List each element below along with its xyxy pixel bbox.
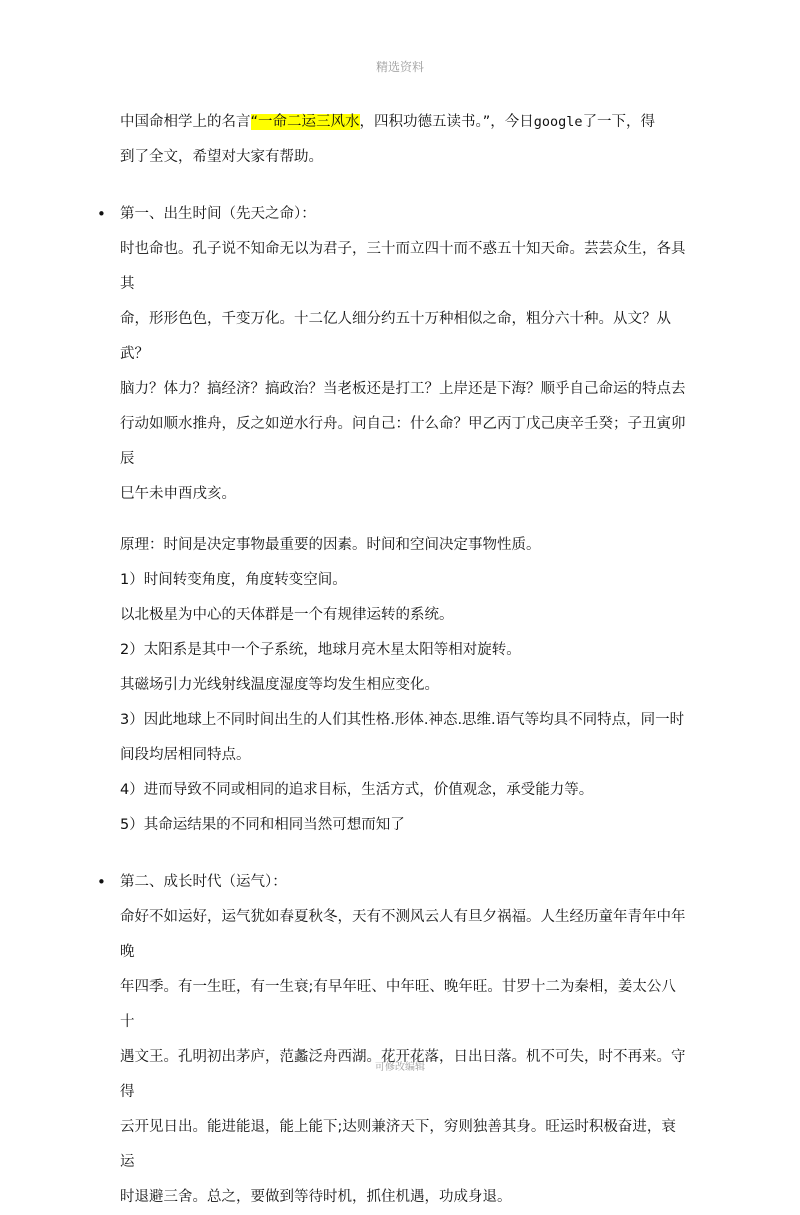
intro-text: 了一下，得 (582, 114, 656, 130)
section2-heading-row (97, 865, 690, 900)
section2-line: 云开见日出。能进能退，能上能下;达则兼济天下，穷则独善其身。旺运时积极奋进，衰运 (120, 1119, 676, 1170)
principle-line: 原理：时间是决定事物最重要的因素。时间和空间决定事物性质。 (120, 537, 541, 553)
section1-line: 脑力？体力？搞经济？搞政治？当老板还是打工？上岸还是下海？顺乎自己命运的特点去 (120, 381, 686, 397)
intro-line-2: 到了全文，希望对大家有帮助。 (120, 149, 323, 165)
section1-line: 时也命也。孔子说不知命无以为君子，三十而立四十而不惑五十知天命。芸芸众生，各具其 (120, 241, 686, 292)
document-body (97, 105, 690, 1215)
bullet-icon: • (97, 205, 106, 223)
section2-heading: 第二、成长时代（运气）： (120, 874, 287, 890)
intro-text: ，四积功德五读书。”，今日 (359, 114, 534, 130)
intro-line-1 (120, 105, 690, 140)
principle-item: 4）进而导致不同或相同的追求目标，生活方式，价值观念，承受能力等。 (120, 782, 594, 798)
section1-heading-row (97, 197, 690, 232)
principle-item: 5）其命运结果的不同和相同当然可想而知了 (120, 817, 405, 833)
principle-item: 2）太阳系是其中一个子系统，地球月亮木星太阳等相对旋转。 (120, 642, 521, 658)
section2-line: 年四季。有一生旺，有一生衰;有早年旺、中年旺、晚年旺。甘罗十二为秦相，姜太公八十 (120, 979, 676, 1030)
intro-text: 中国命相学上的名言 (120, 114, 251, 130)
principle-item: 3）因此地球上不同时间出生的人们其性格.形体.神态.思维.语气等均具不同特点，同一时 (120, 712, 685, 728)
principle-item: 以北极星为中心的天体群是一个有规律运转的系统。 (120, 607, 454, 623)
section2-line: 遇文王。孔明初出茅庐，范蠡泛舟西湖。花开花落，日出日落。机不可失，时不再来。守得 (120, 1049, 686, 1100)
principle-item: 间段均居相同特点。 (120, 747, 251, 763)
highlighted-quote: “一命二运三风水 (250, 114, 360, 130)
section1-line: 行动如顺水推舟，反之如逆水行舟。问自己：什么命？甲乙丙丁戊己庚辛壬癸；子丑寅卯辰 (120, 416, 686, 467)
principle-item: 1）时间转变角度，角度转变空间。 (120, 572, 347, 588)
page-header: 精选资料 (375, 60, 424, 74)
section1-line: 命，形形色色，千变万化。十二亿人细分约五十万种相似之命，粗分六十种。从文？从武？ (120, 311, 671, 362)
principle-item: 其磁场引力光线射线温度湿度等均发生相应变化。 (120, 677, 439, 693)
brand-name: google (533, 114, 583, 130)
section2-line: 时退避三舍。总之，要做到等待时机，抓住机遇，功成身退。 (120, 1189, 512, 1205)
section2-line: 命好不如运好，运气犹如春夏秋冬，天有不测风云人有旦夕祸福。人生经历童年青年中年晚 (120, 909, 686, 960)
section1-line: 巳午未申酉戌亥。 (120, 486, 236, 502)
page-footer: 可修改编辑 (375, 1062, 425, 1073)
section1-heading: 第一、出生时间（先天之命）： (120, 206, 316, 222)
bullet-icon: • (97, 873, 106, 891)
